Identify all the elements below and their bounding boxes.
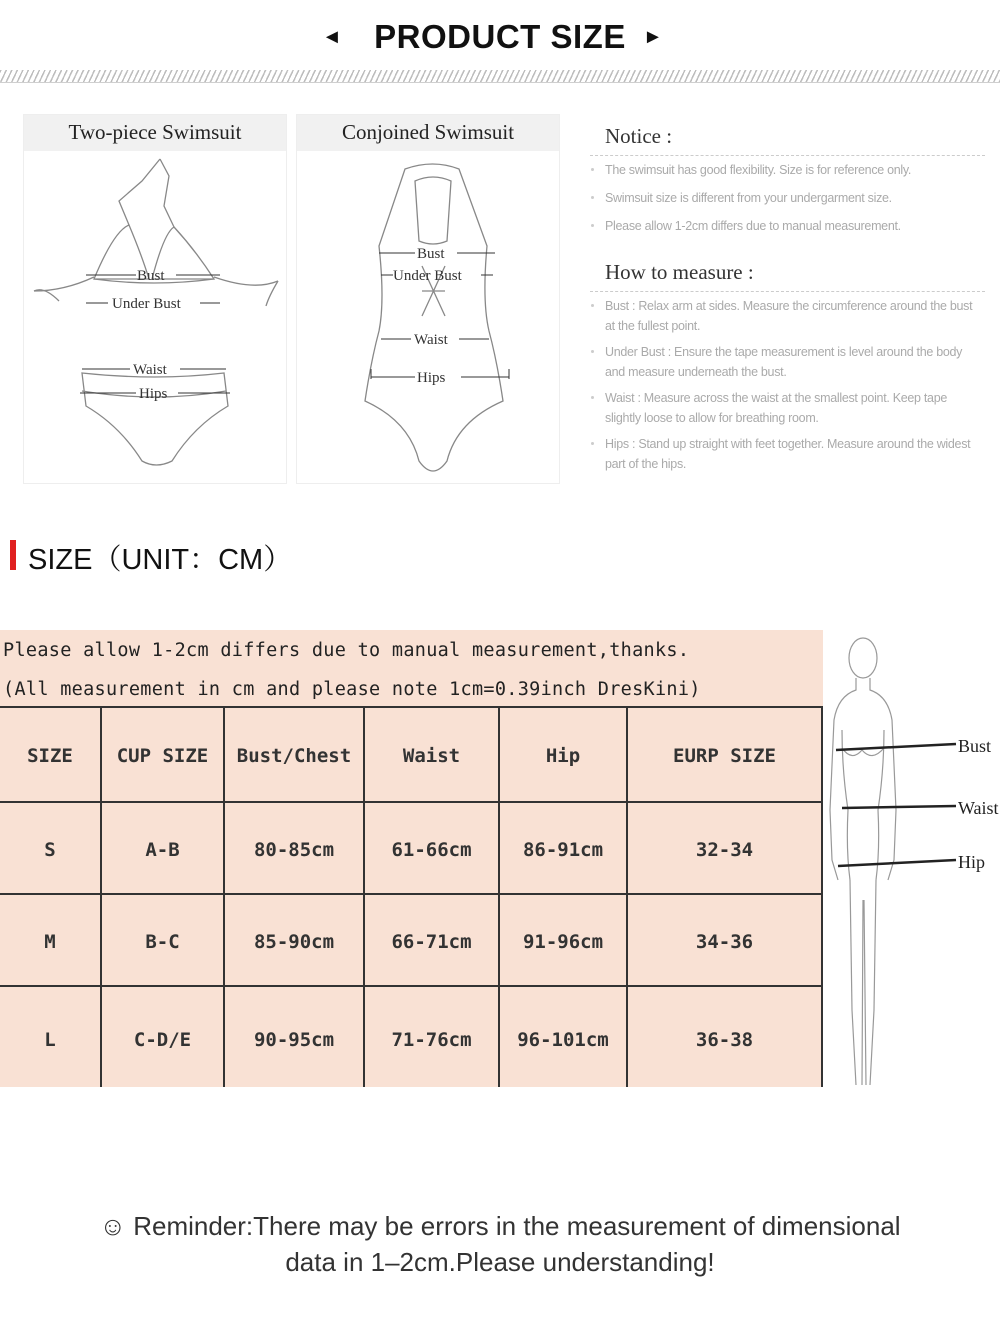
table-note: (All measurement in cm and please note 1cm=0.39inch DresKini) [3,679,701,700]
notice-heading: Notice : [590,120,985,156]
section-accent-bar [10,540,16,570]
table-cell: 66-71cm [391,931,472,953]
table-cell: 32-34 [695,839,754,861]
page-title: PRODUCT SIZE [374,18,626,55]
size-section-title: SIZE（UNIT：CM） [28,544,293,576]
table-cell: 80-85cm [253,839,335,861]
table-border [0,893,823,895]
reminder [0,1208,1000,1280]
two-piece-underbust-label: Under Bust [112,296,181,312]
table-header: EURP SIZE [673,745,776,767]
table-cell: 61-66cm [391,839,472,861]
table-cell: 36-38 [695,1029,754,1051]
table-cell: M [44,931,56,953]
table-cell: 85-90cm [253,931,335,953]
how-to-item: Waist : Measure across the waist at the smallest point. Keep tape slightly loose to allow for breathing room. [590,388,985,428]
right-arrow-icon: ► [643,26,663,48]
conjoined-underbust-label: Under Bust [393,268,462,284]
how-to-item: Bust : Relax arm at sides. Measure the circumference around the bust at the fullest point. [590,296,985,336]
table-border [0,801,823,803]
page-header [0,0,1000,72]
body-figure [828,630,1000,1088]
smile-icon: ☺ [99,1211,126,1241]
table-border [821,706,823,1087]
table-cell: S [44,839,56,861]
left-arrow-icon: ◄ [322,26,342,48]
notice-section [590,120,985,474]
how-to-heading: How to measure : [590,256,985,292]
table-header: Waist [402,745,461,767]
header-divider [0,70,1000,83]
two-piece-bust-label: Bust [137,268,165,284]
conjoined-panel [296,114,560,484]
two-piece-hips-label: Hips [139,386,168,402]
table-header: Bust/Chest [236,745,352,767]
two-piece-diagram [24,151,286,481]
notice-item: The swimsuit has good flexibility. Size is for reference only. [590,160,985,180]
how-to-item: Hips : Stand up straight with feet together. Measure around the widest part of the hips. [590,434,985,474]
two-piece-waist-label: Waist [133,362,167,378]
table-cell: 91-96cm [522,931,604,953]
reminder-text: data in 1–2cm.Please understanding! [285,1247,715,1277]
table-border [0,985,823,987]
table-cell: C-D/E [133,1029,192,1051]
size-table [0,630,823,1087]
conjoined-title: Conjoined Swimsuit [297,115,559,151]
table-header: SIZE [27,745,73,767]
table-cell: L [44,1029,56,1051]
notice-item: Swimsuit size is different from your undergarment size. [590,188,985,208]
table-cell: 86-91cm [522,839,604,861]
conjoined-waist-label: Waist [414,332,448,348]
conjoined-hips-label: Hips [417,370,446,386]
how-to-item: Under Bust : Ensure the tape measurement is level around the body and measure underneath the bust. [590,342,985,382]
figure-hip-label: Hip [958,852,985,872]
table-cell: 96-101cm [517,1029,609,1051]
reminder-text: Reminder:There may be errors in the measurement of dimensional [125,1211,901,1241]
table-header: Hip [545,745,581,767]
table-cell: A-B [145,839,180,861]
conjoined-bust-label: Bust [417,246,445,262]
table-note: Please allow 1-2cm differs due to manual measurement,thanks. [3,640,690,661]
figure-bust-label: Bust [958,736,992,756]
table-header: CUP SIZE [116,745,209,767]
table-border [0,706,823,708]
table-cell: B-C [145,931,180,953]
figure-waist-label: Waist [958,798,999,818]
table-cell: 71-76cm [391,1029,472,1051]
conjoined-diagram [297,151,559,481]
table-cell: 90-95cm [253,1029,335,1051]
two-piece-title: Two-piece Swimsuit [24,115,286,151]
notice-item: Please allow 1-2cm differs due to manual measurement. [590,216,985,236]
two-piece-panel [23,114,287,484]
table-cell: 34-36 [695,931,754,953]
